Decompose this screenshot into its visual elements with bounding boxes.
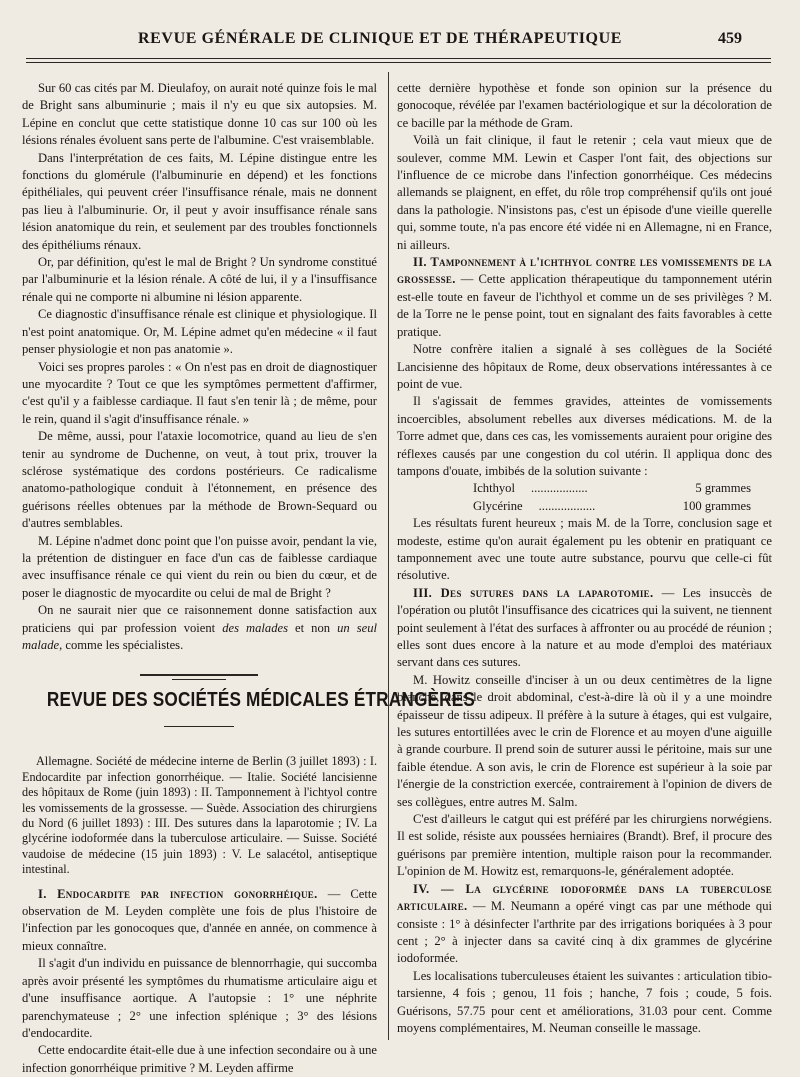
paragraph: cette dernière hypothèse et fonde son opinion sur la présence du gonocoque, révélée par l'examen bactériologique et sur la décoloration de ce bacille par la méthode de Gram. [397,81,772,130]
paragraph: De même, aussi, pour l'ataxie locomotrice, quand au lieu de s'en tenir au syndrome de Duchenne, on veut, à tout prix, trouver la sclérose systématique des cordons postérieurs. Ce radicalisme anatomo-pathologique conduit à l'étonnement, en présence des guérisons réelles obtenues par la méthode de Brown-Sequard ou d'autres semblables. [22,429,377,531]
paragraph: Ce diagnostic d'insuffisance rénale est clinique et physiologique. Il n'est point anatomique. Or, M. Lépine admet qu'en médecine « il faut penser physiologie et non pas anatomie ». [22,307,377,357]
paragraph: II. Tamponnement à l'ichthyol contre les vomissements de la grossesse. — Cette application thérapeutique du tamponnement utérin est-elle toute en faveur de l'ichthyol et comme un de ses privilèges ? M. de la Torre ne le pense point, tout en signalant des faits favorables à cette pratique. [397,255,772,339]
running-header [0,30,800,52]
running-title: REVUE GÉNÉRALE DE CLINIQUE ET DE THÉRAPEUTIQUE [138,30,622,47]
paragraph: III. Des sutures dans la laparotomie. — Les insuccès de l'opération ou plutôt l'insuffisance des cicatrices qui la suivent, ne tiennent point seulement à l'état des surfaces à affronter ou au procédé de réunion ; elles sont dues encore à la nature et au mode d'emploi des matériaux servant dans ces sutures. [397,585,772,670]
left-column [22,80,476,1077]
ornament-rule [172,679,226,680]
paragraph: M. Howitz conseille d'inciser à un ou deux centimètres de la ligne blanche, dans le droit abdominal, c'est-à-dire là où il y a une moindre épaisseur de tissu adipeux. Il préfère à la suture à étages, qui est vulgaire, les sutures entortillées avec le crin de Florence et au moyen d'une aiguille à grande courbure. Il prend soin de suturer aussi le péritoine, mais sur une faible étendue. A son avis, le crin de Florence est supérieur à la soie par l'énergie de la constriction exercée, contrairement à l'opinion de divers de ses collègues, entre autres M. Salm. [397,672,772,809]
paragraph: M. Lépine n'admet donc point que l'on puisse avoir, pendant la vie, la prétention de distinguer en face d'un cas de faiblesse cardiaque avec insuffisance rénale ce qui vient du rein ou bien du cœur, et de poser le diagnostic de myocardite ou celui de mal de Bright ? [22,533,377,600]
header-rule-thin [26,62,771,63]
paragraph: Il s'agissait de femmes gravides, atteintes de vomissements incoercibles, absolument rebelles aux diverses médications. M. de la Torre admet que, dans ces cas, les vomissements auraient pour origine des réflexes causés par une congestion du col utérin. Il appliqua donc des tampons d'ouate, imbibés de la solution suivante : [397,394,772,478]
paragraph: Or, par définition, qu'est le mal de Bright ? Un syndrome constitué par l'albuminurie et la lésion rénale. A côté de lui, il y a l'insuffisance rénale qui ne comporte ni albumine ni lésion apparente. [22,255,377,304]
paragraph: Notre confrère italien a signalé à ses collègues de la Société Lancisienne des hôpitaux de Rome, deux observations intéressantes à ce point de vue. [397,342,772,391]
ornament-rule [164,726,234,727]
column-divider [388,72,389,1040]
subsection-heading: III. Des sutures dans la laparotomie. [413,585,654,600]
summary-text: Allemagne. Société de médecine interne de Berlin (3 juillet 1893) : I. Endocardite par infection gonorrhéique. — Italie. Société lancisienne des hôpitaux de Rome (juin 1893) : II. Tamponnement à l'ichtyol contre les vomissements de la grossesse. — Suède. Association des chirurgiens du Nord (6 juillet 1893) : III. Des sutures dans la laparotomie ; IV. La glycérine iodoformée dans la tuberculose articulaire. — Suisse. Société vaudoise de médecine (15 juin 1893) : V. Le salacétol, antiseptique intestinal. [22,754,377,877]
paragraph: IV. — La glycérine iodoformée dans la tuberculose articulaire. — M. Neumann a opéré vingt cas par une méthode qui consiste : 1° à désinfecter l'arthrite par des irrigations boriquées à 3 pour cent ; 2° à injecter dans sa cavité cinq à dix grammes de glycérine iodoformée. [397,881,772,966]
header-rule [26,58,771,59]
page-number: 459 [718,30,742,47]
paragraph: Dans l'interprétation de ces faits, M. Lépine distingue entre les fonctions du glomérule (l'albuminurie en dépend) et les fonctions épithéliales, qui peuvent créer l'insuffisance rénale, mais ne donnent pas lieu à l'albuminurie. Or, il peut y avoir insuffisance rénale sans lésion anatomique du rein, et seulement par des troubles fonctionnels des épithéliums rénaux. [22,150,377,252]
paragraph: On ne saurait nier que ce raisonnement donne satisfaction aux praticiens qui par profession voient des malades et non un seul malade, comme les spécialistes. [22,603,377,652]
formula-line: Ichthyol.................. 5 grammes [473,481,751,496]
subsection-heading: IV. — La glycérine iodoformée dans la tuberculose articulaire. [397,881,772,914]
section-heading-block [22,674,476,748]
paragraph: C'est d'ailleurs le catgut qui est préféré par les chirurgiens norwégiens. Il est solide, résiste aux poussées herniaires (Brandt). Bref, il procure des guérisons par première intention, multiple raison pour la recommander. L'opinion de M. Howitz est, remarquons-le, généralement adoptée. [397,812,772,879]
paragraph: Les localisations tuberculeuses étaient les suivantes : articulation tibio-tarsienne, 4 fois ; genou, 11 fois ; hanche, 7 fois ; coude, 5 fois. Guérisons, 57.75 pour cent et améliorations, 31.03 pour cent. Comme moyens complémentaires, M. Neuman conseille le massage. [397,968,772,1035]
paragraph: Voilà un fait clinique, il faut le retenir ; cela vaut mieux que de soulever, comme MM. Lewin et Casper l'ont fait, des objections sur l'influence de ce microbe dans l'infection gonorrhéique. Ces médecins allemands se plaignent, en effet, du rôle trop compréhensif qu'ils ont joué dans la pathologie. N'insistons pas, c'est un épisode d'une vieille querelle qui, somme toute, n'a pas encore été vidée ni en Allemagne, ni en France, ni ailleurs. [397,133,772,252]
subsection-heading: II. Tamponnement à l'ichthyol contre les vomissements de la grossesse. [397,255,772,287]
paragraph: Sur 60 cas cités par M. Dieulafoy, on aurait noté quinze fois le mal de Bright sans albuminurie ; mais il n'y eu que six autopsies. M. Lépine en conclut que cette statistique donne 10 cas sur 100 où les lésions rénales évoluent sans perte de l'albumine. C'est vraisemblable. [22,81,377,148]
right-column [397,80,772,1037]
paragraph: Voici ses propres paroles : « On n'est pas en droit de diagnostiquer une myocardite ? Tout ce que les symptômes permettent d'affirmer, c'est qu'il y a faiblesse cardiaque. Il faut s'en tenir là ; de même, pour le rein, quand il s'agit d'insuffisance rénale. » [22,359,377,426]
formula-line: Glycérine.................. 100 grammes [473,498,751,513]
section-title: REVUE DES SOCIÉTÉS MÉDICALES ÉTRANGÈRES [46,689,476,712]
paragraph: I. Endocardite par infection gonorrhéique. — Cette observation de M. Leyden complète une fois de plus l'histoire de l'infection par les gonocoques que, d'année en année, on commence à mieux connaître. [22,886,377,953]
ornament-rule [140,674,258,676]
section-summary [22,754,377,877]
paragraph: Il s'agit d'un individu en puissance de blennorrhagie, qui succomba après avoir présenté les symptômes du rhumatisme articulaire aigu et d'une insuffisance aortique. A l'autopsie : 1° une néphrite parenchymateuse ; 2° une infection splénique ; 3° des lésions d'endocardite. [22,956,377,1040]
subsection-heading: I. Endocardite par infection gonorrhéique. [38,886,318,901]
paragraph: Cette endocardite était-elle due à une infection secondaire ou à une infection gonorrhéique primitive ? M. Leyden affirme [22,1043,377,1075]
paragraph: Les résultats furent heureux ; mais M. de la Torre, conclusion sage et modeste, estime qu'on aurait également pu les obtenir en pratiquant ce tamponnement avec une toute autre substance, pourvu que celle-ci fût résolutive. [397,516,772,583]
